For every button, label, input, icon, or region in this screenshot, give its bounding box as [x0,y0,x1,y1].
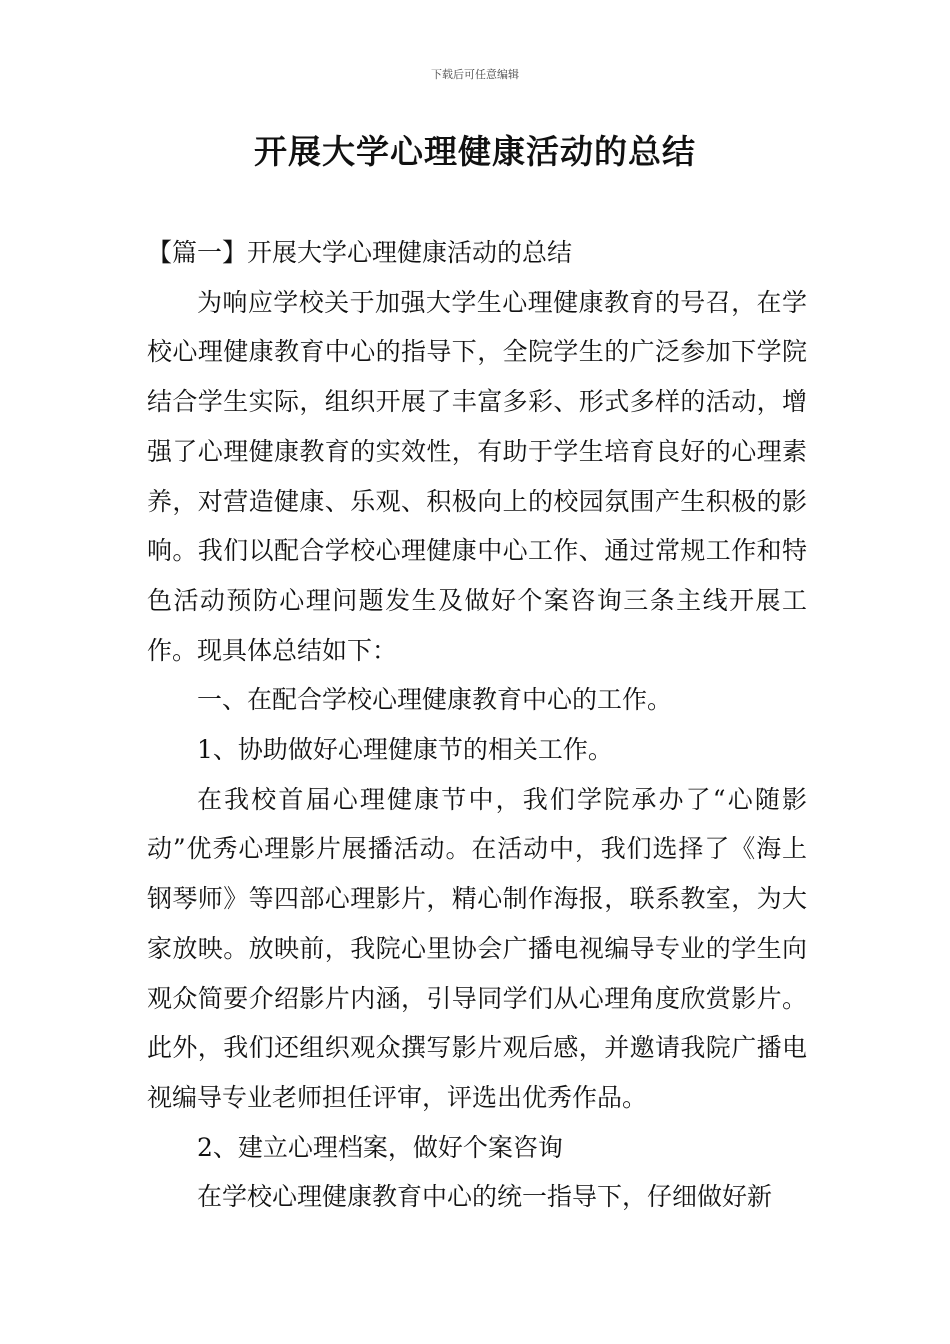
page-header-note: 下载后可任意编辑 [431,68,519,81]
document-body [147,228,807,1222]
paragraph-film-festival: 在我校首届心理健康节中，我们学院承办了“心随影动”优秀心理影片展播活动。在活动中，我们选择了《海上钢琴师》等四部心理影片，精心制作海报，联系教室，为大家放映。放映前，我院心里协会广播电视编导专业的学生向观众简要介绍影片内涵，引导同学们从心理角度欣赏影片。此外，我们还组织观众撰写影片观后感，并邀请我院广播电视编导专业老师担任评审，评选出优秀作品。 [147,784,807,1112]
paragraph-item-two: 2、建立心理档案，做好个案咨询 [197,1132,563,1162]
section-heading: 【篇一】开展大学心理健康活动的总结 [147,238,573,267]
paragraph-intro: 为响应学校关于加强大学生心理健康教育的号召，在学校心理健康教育中心的指导下，全院学生的广泛参加下学院结合学生实际，组织开展了丰富多彩、形式多样的活动，增强了心理健康教育的实效性，有助于学生培育良好的心理素养，对营造健康、乐观、积极向上的校园氛围产生积极的影响。我们以配合学校心理健康中心工作、通过常规工作和特色活动预防心理问题发生及做好个案咨询三条主线开展工作。现具体总结如下： [147,287,807,665]
paragraph-item-one: 1、协助做好心理健康节的相关工作。 [197,735,613,765]
paragraph-section-one: 一、在配合学校心理健康教育中心的工作。 [197,685,673,715]
paragraph-archive: 在学校心理健康教育中心的统一指导下，仔细做好新 [197,1182,773,1212]
document-title: 开展大学心理健康活动的总结 [254,132,696,171]
